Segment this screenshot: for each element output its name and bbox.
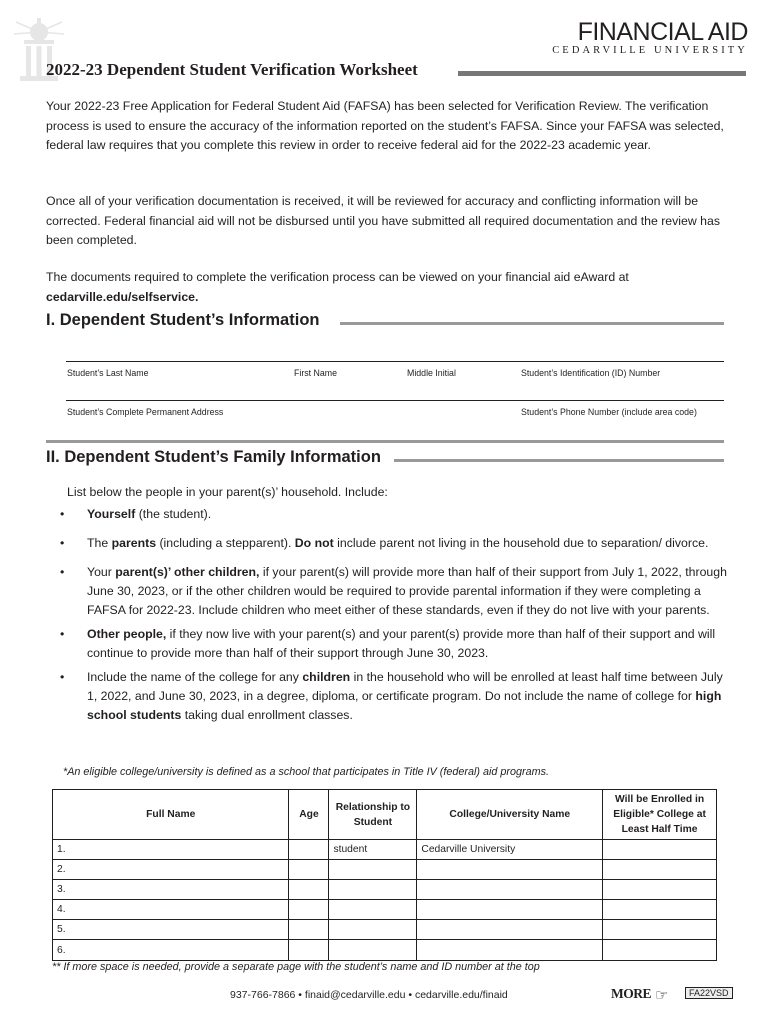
- full-name-cell[interactable]: 1.: [53, 840, 289, 860]
- section-2-top-rule: [46, 440, 724, 443]
- intro-paragraph-3-text: The documents required to complete the verification process can be viewed on your financial aid eAward at: [46, 270, 629, 284]
- full-name-cell[interactable]: 2.: [53, 860, 289, 880]
- bullet: •: [60, 670, 65, 684]
- college-cell[interactable]: [417, 860, 603, 880]
- full-name-header: Full Name: [53, 790, 289, 840]
- table-row: [53, 900, 717, 920]
- bullet: •: [60, 627, 65, 641]
- list-item: • Other people, if they now live with your parent(s) and your parent(s) provide more than half of their support and will continue to provide more than half of their support through June 30, 2023.: [60, 627, 716, 660]
- phone-label: Student’s Phone Number (include area code): [521, 407, 697, 417]
- selfservice-link[interactable]: cedarville.edu/selfservice.: [46, 289, 199, 304]
- bullet: •: [60, 536, 65, 550]
- form-code: FA22VSD: [685, 987, 733, 999]
- table-row: [53, 920, 717, 940]
- relationship-cell[interactable]: [329, 900, 417, 920]
- age-header: Age: [289, 790, 329, 840]
- college-cell[interactable]: Cedarville University: [417, 840, 603, 860]
- more-label: MORE: [611, 986, 651, 1001]
- table-row: [53, 940, 717, 960]
- relationship-cell[interactable]: student: [329, 840, 417, 860]
- list-item: • The parents (including a stepparent). Do not include parent not living in the household due to separation/ divorce.: [60, 534, 730, 553]
- household-criteria-list: [60, 505, 730, 725]
- address-label: Student’s Complete Permanent Address: [67, 407, 224, 417]
- relationship-cell[interactable]: [329, 860, 417, 880]
- table-row: [53, 880, 717, 900]
- table-footnote: ** If more space is needed, provide a separate page with the student’s name and ID number at the top: [52, 961, 540, 973]
- section-2-rule: [394, 459, 724, 462]
- intro-paragraph-2: Once all of your verification documentation is received, it will be reviewed for accuracy and conflicting information will be corrected. Federal financial aid will not be disbursed until you have submitted all required documentation and the review has been completed.: [46, 194, 720, 247]
- college-cell[interactable]: [417, 900, 603, 920]
- enrolled-cell[interactable]: [603, 900, 717, 920]
- list-item: • Yourself (the student).: [60, 505, 730, 524]
- address-field-line[interactable]: [66, 400, 724, 401]
- age-cell[interactable]: [289, 900, 329, 920]
- pointing-hand-icon: ☞: [655, 987, 669, 1004]
- relationship-cell[interactable]: [329, 940, 417, 960]
- full-name-cell[interactable]: 6.: [53, 940, 289, 960]
- relationship-cell[interactable]: [329, 920, 417, 940]
- enrolled-cell[interactable]: [603, 920, 717, 940]
- footer-contact: 937-766-7866 • finaid@cedarville.edu • cedarville.edu/finaid: [230, 989, 508, 1001]
- first-name-label: First Name: [294, 368, 338, 378]
- age-cell[interactable]: [289, 840, 329, 860]
- age-cell[interactable]: [289, 860, 329, 880]
- document-title: 2022-23 Dependent Student Verification Worksheet: [46, 60, 418, 79]
- list-item: • Include the name of the college for any children in the household who will be enrolled at least half time between July 1, 2022, and June 30, 2023, in a degree, diploma, or certificate program. Do not include the name of college for high school students taking dual enrollment classes.: [60, 670, 723, 722]
- table-row: [53, 860, 717, 880]
- full-name-cell[interactable]: 3.: [53, 880, 289, 900]
- enrolled-cell[interactable]: [603, 860, 717, 880]
- enrolled-cell[interactable]: [603, 940, 717, 960]
- enrolled-cell[interactable]: [603, 840, 717, 860]
- bullet: •: [60, 565, 65, 579]
- household-list-intro: List below the people in your parent(s)’ household. Include:: [67, 485, 388, 499]
- household-members-table: [52, 789, 717, 961]
- last-name-label: Student’s Last Name: [67, 368, 149, 378]
- eligible-college-note: *An eligible college/university is defined as a school that participates in Title IV (federal) aid programs.: [63, 766, 550, 778]
- relationship-header: Relationship to Student: [329, 790, 417, 840]
- age-cell[interactable]: [289, 940, 329, 960]
- full-name-cell[interactable]: 5.: [53, 920, 289, 940]
- enrolled-cell[interactable]: [603, 880, 717, 900]
- list-item: • Your parent(s)’ other children, if your parent(s) will provide more than half of their support from July 1, 2022, through June 30, 2023, or if the other children would be required to provide parental information if they were completing a FAFSA for 2022-23. Include children who meet either of these standards, even if they do not live with your parents.: [60, 565, 727, 617]
- intro-paragraph-1: Your 2022-23 Free Application for Federal Student Aid (FAFSA) has been selected for Verification Review. The verification process is used to ensure the accuracy of the information reported on the student’s FAFSA. Since your FAFSA was selected, federal law requires that you complete this review in order to receive federal aid for the 2022-23 academic year.: [46, 99, 724, 152]
- college-cell[interactable]: [417, 920, 603, 940]
- enrolled-header: Will be Enrolled in Eligible* College at Least Half Time: [603, 790, 717, 840]
- section-1-heading: I. Dependent Student’s Information: [46, 311, 320, 329]
- section-2-heading: II. Dependent Student’s Family Information: [46, 448, 381, 466]
- table-row: [53, 840, 717, 860]
- relationship-cell[interactable]: [329, 880, 417, 900]
- bullet: •: [60, 507, 65, 521]
- age-cell[interactable]: [289, 880, 329, 900]
- student-id-label: Student’s Identification (ID) Number: [521, 368, 661, 378]
- full-name-cell[interactable]: 4.: [53, 900, 289, 920]
- college-header: College/University Name: [417, 790, 603, 840]
- brand-subtitle: CEDARVILLE UNIVERSITY: [552, 45, 748, 56]
- brand-title: FINANCIAL AID: [577, 18, 748, 46]
- college-cell[interactable]: [417, 880, 603, 900]
- college-cell[interactable]: [417, 940, 603, 960]
- title-rule: [458, 71, 746, 76]
- intro-paragraph-3: [46, 268, 736, 307]
- age-cell[interactable]: [289, 920, 329, 940]
- middle-initial-label: Middle Initial: [407, 368, 456, 378]
- name-field-line[interactable]: [66, 361, 724, 362]
- section-1-rule: [340, 322, 724, 325]
